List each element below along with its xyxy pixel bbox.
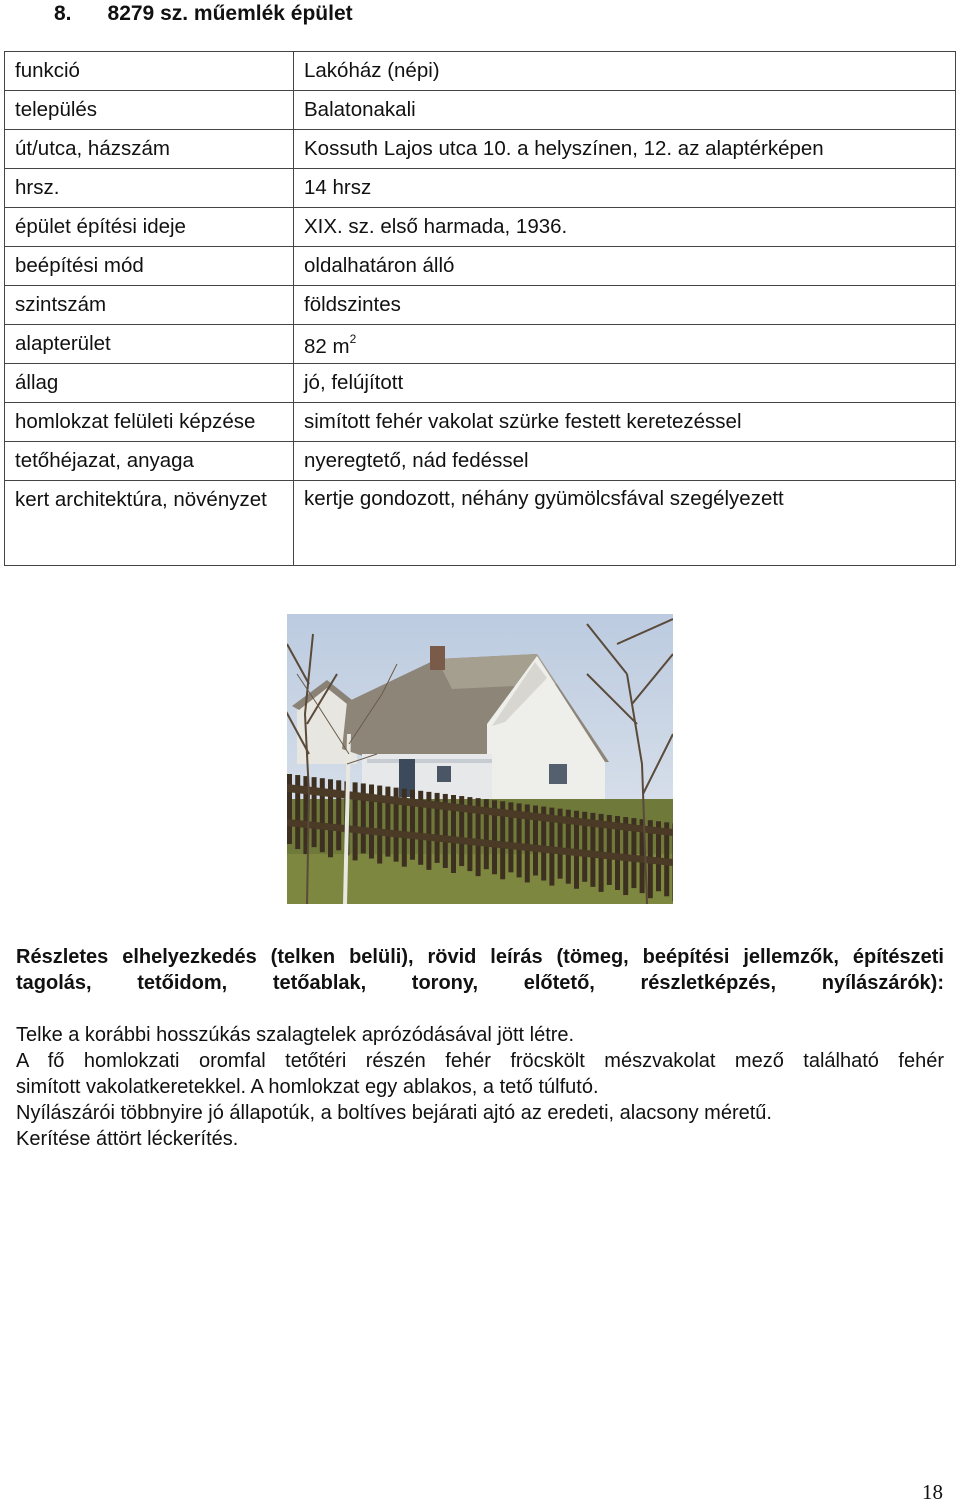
table-row [5, 325, 956, 364]
description-paragraph: Kerítése áttört léckerítés. [16, 1128, 239, 1150]
property-label: alapterület [5, 325, 294, 364]
heading-title: 8279 sz. műemlék épület [107, 2, 353, 25]
table-row [5, 169, 956, 208]
property-value: 14 hrsz [294, 169, 956, 208]
description-title: Részletes elhelyezkedés (telken belüli), rövid leírás (tömeg, beépítési jellemzők, építészeti tagolás, tetőidom, tetőablak, torony, előtető, részletképzés, nyílászárók): [16, 946, 944, 994]
description-body [16, 1022, 944, 1152]
property-value: oldalhatáron álló [294, 247, 956, 286]
property-value [294, 325, 956, 364]
property-label: épület építési ideje [5, 208, 294, 247]
table-row [5, 403, 956, 442]
description-paragraph: simított vakolatkeretekkel. A homlokzat egy ablakos, a tető túlfutó. [16, 1076, 599, 1098]
table-row [5, 91, 956, 130]
table-row [5, 208, 956, 247]
property-label: település [5, 91, 294, 130]
area-value: 82 m [304, 334, 350, 358]
property-value: Kossuth Lajos utca 10. a helyszínen, 12. az alaptérképen [294, 130, 956, 169]
property-label: beépítési mód [5, 247, 294, 286]
property-value: simított fehér vakolat szürke festett keretezéssel [294, 403, 956, 442]
heading-number: 8. [54, 2, 72, 25]
property-label: kert architektúra, növényzet [5, 481, 294, 566]
property-label: szintszám [5, 286, 294, 325]
table-row [5, 130, 956, 169]
property-value: kertje gondozott, néhány gyümölcsfával szegélyezett [294, 481, 956, 566]
property-label: állag [5, 364, 294, 403]
table-row [5, 247, 956, 286]
property-value: földszintes [294, 286, 956, 325]
table-row [5, 286, 956, 325]
table-row [5, 364, 956, 403]
table-row [5, 481, 956, 566]
property-value: XIX. sz. első harmada, 1936. [294, 208, 956, 247]
area-unit-exponent: 2 [349, 332, 357, 347]
table-row [5, 52, 956, 91]
description-paragraph: Nyílászárói többnyire jó állapotúk, a boltíves bejárati ajtó az eredeti, alacsony méretű. [16, 1102, 772, 1124]
table-row [5, 442, 956, 481]
property-table [4, 51, 956, 566]
property-value: jó, felújított [294, 364, 956, 403]
property-label: út/utca, házszám [5, 130, 294, 169]
property-value: nyeregtető, nád fedéssel [294, 442, 956, 481]
property-value: Lakóház (népi) [294, 52, 956, 91]
building-photo [287, 614, 673, 904]
page-heading [54, 2, 353, 26]
page-number: 18 [922, 1480, 943, 1504]
description-paragraph: A fő homlokzati oromfal tetőtéri részén fehér fröcskölt mészvakolat mező található fehér [16, 1050, 944, 1072]
property-label: funkció [5, 52, 294, 91]
property-value: Balatonakali [294, 91, 956, 130]
property-label: homlokzat felületi képzése [5, 403, 294, 442]
property-label: tetőhéjazat, anyaga [5, 442, 294, 481]
property-label: hrsz. [5, 169, 294, 208]
description-paragraph: Telke a korábbi hosszúkás szalagtelek aprózódásával jött létre. [16, 1024, 575, 1046]
